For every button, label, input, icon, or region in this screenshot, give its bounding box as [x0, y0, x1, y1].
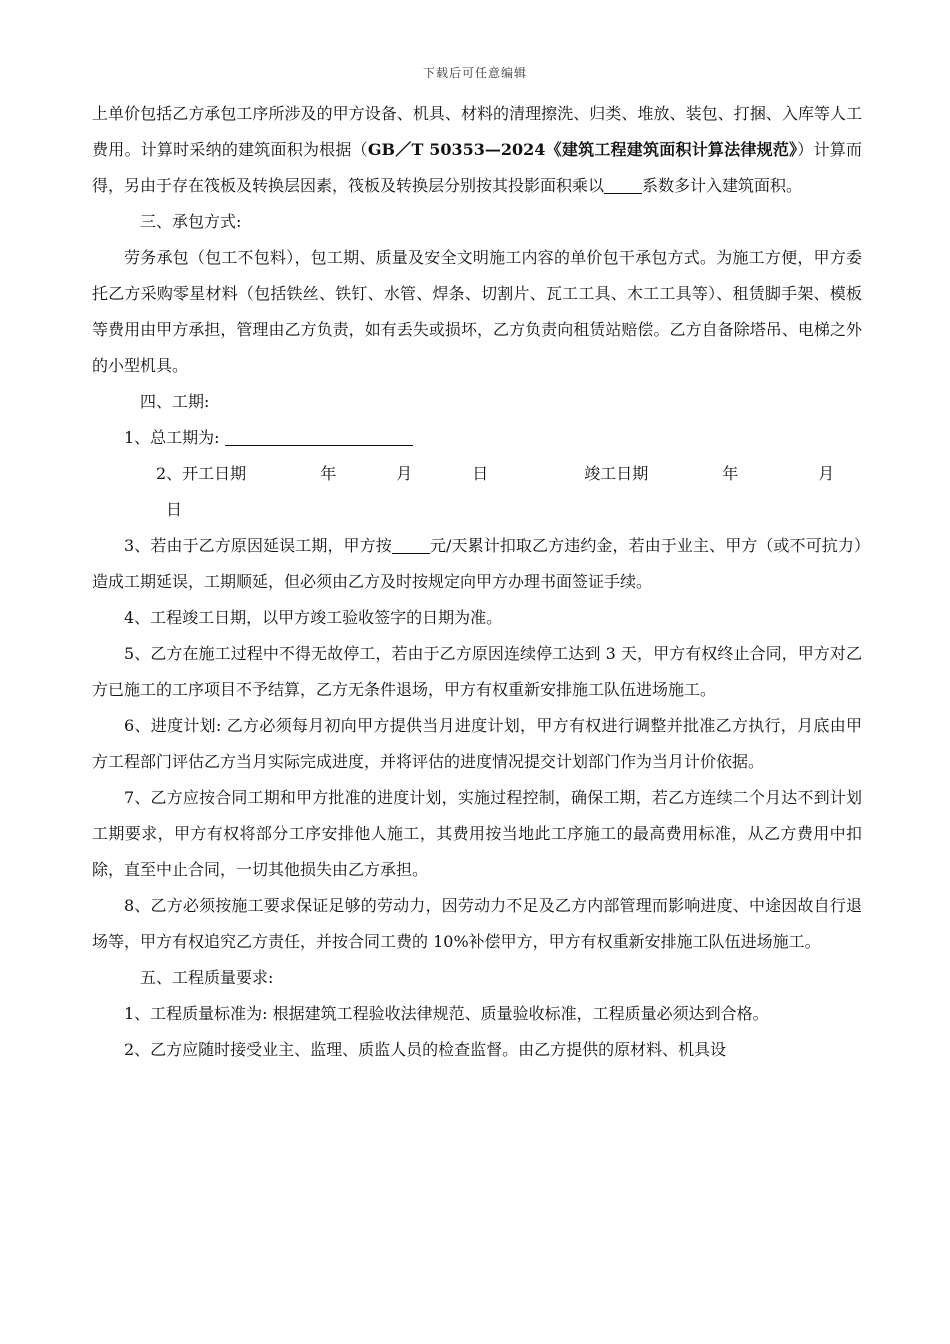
end-date-label: 竣工日期	[584, 464, 649, 483]
item-delay-penalty	[92, 528, 862, 600]
text-segment: 3、若由于乙方原因延误工期，甲方按	[124, 536, 392, 555]
document-body	[92, 96, 862, 1068]
item-total-duration	[92, 420, 862, 456]
text-segment: 上单价包括乙方承包工序所涉及的甲方设备、机具、材料的清理擦洗、归类、堆放、装包、打捆、入库等人工费用。计算时采纳的建筑面积为根据（	[92, 104, 862, 159]
item-schedule-control: 7、乙方应按合同工期和甲方批准的进度计划，实施过程控制，确保工期，若乙方连续二个月达不到计划工期要求，甲方有权将部分工序安排他人施工，其费用按当地此工序施工的最高费用标准，从乙方费用中扣除，直至中止合同，一切其他损失由乙方承担。	[92, 788, 862, 879]
end-month-label: 月	[818, 464, 835, 483]
paragraph-unit-price	[92, 96, 862, 204]
standard-reference: GB／T 50353—2024《建筑工程建筑面积计算法律规范》	[367, 140, 798, 159]
item-progress-plan: 6、进度计划: 乙方必须每月初向甲方提供当月进度计划，甲方有权进行调整并批准乙方执行，月底由甲方工程部门评估乙方当月实际完成进度，并将评估的进度情况提交计划部门作为当月计价依据。	[92, 716, 862, 771]
page-header: 下载后可任意编辑	[422, 66, 527, 80]
start-year-label: 年	[320, 464, 337, 483]
start-date-label: 2、开工日期	[156, 464, 247, 483]
blank-coefficient	[604, 175, 642, 194]
item-inspection: 2、乙方应随时接受业主、监理、质监人员的检查监督。由乙方提供的原材料、机具设	[124, 1040, 727, 1059]
end-day-label: 日	[166, 500, 183, 519]
start-day-label: 日	[472, 464, 489, 483]
item-quality-standard: 1、工程质量标准为: 根据建筑工程验收法律规范、质量验收标准，工程质量必须达到合格。	[124, 1004, 769, 1023]
text-segment: 元/天累计扣取乙方违约金，若由于业主、甲方（或不可抗力）造成工期延误，工期顺延，但必须由乙方及时按规定向甲方办理书面签证手续。	[92, 536, 862, 591]
paragraph-contract-mode: 劳务承包（包工不包料），包工期、质量及安全文明施工内容的单价包干承包方式。为施工方便，甲方委托乙方采购零星材料（包括铁丝、铁钉、水管、焊条、切割片、瓦工工具、木工工具等）、租赁脚手架、模板等费用由甲方承担，管理由乙方负责，如有丢失或损坏，乙方负责向租赁站赔偿。乙方自备除塔吊、电梯之外的小型机具。	[92, 248, 862, 375]
item-dates	[92, 456, 862, 528]
blank-total-duration	[225, 427, 413, 446]
item-completion-date: 4、工程竣工日期，以甲方竣工验收签字的日期为准。	[124, 608, 503, 627]
start-month-label: 月	[396, 464, 413, 483]
item-work-stoppage: 5、乙方在施工过程中不得无故停工，若由于乙方原因连续停工达到 3 天，甲方有权终止合同，甲方对乙方已施工的工序项目不予结算，乙方无条件退场，甲方有权重新安排施工队伍进场施工。	[92, 644, 862, 699]
text-segment: ）计算而得，另由于存在筏板及转换层因素，筏板及转换层分别按其投影面积乘以	[92, 140, 862, 195]
text-segment: 系数多计入建筑面积。	[642, 176, 803, 195]
section-heading-quality: 五、工程质量要求:	[140, 968, 274, 987]
section-heading-contract-mode: 三、承包方式:	[140, 212, 242, 231]
item-labor-force: 8、乙方必须按施工要求保证足够的劳动力，因劳动力不足及乙方内部管理而影响进度、中途因故自行退场等，甲方有权追究乙方责任，并按合同工费的 10%补偿甲方，甲方有权重新安排施工队伍进场施工。	[92, 896, 862, 951]
end-year-label: 年	[722, 464, 739, 483]
section-heading-schedule: 四、工期:	[140, 392, 210, 411]
item-label: 1、总工期为:	[124, 428, 220, 447]
blank-penalty-amount	[392, 535, 430, 554]
